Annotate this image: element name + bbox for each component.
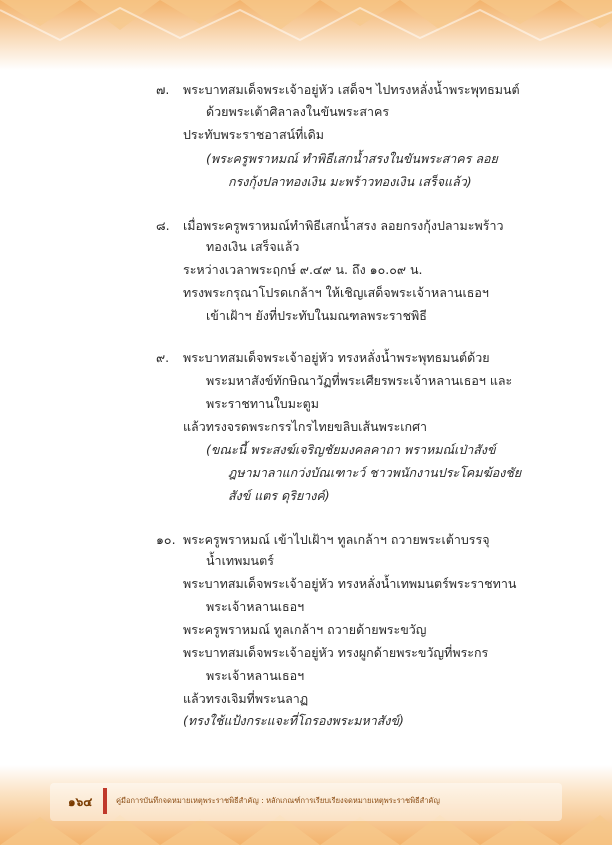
text-line: พระเจ้าหลานเธอฯ [206,599,305,614]
text-line: พระบาทสมเด็จพระเจ้าอยู่หัว ทรงผูกด้ายพระขวัญที่พระกร [183,645,489,660]
text-line: แล้วทรงจรดพระกรรไกรไทยขลิบเส้นพระเกศา [183,419,428,434]
text-line: พระราชทานใบมะตูม [206,396,320,411]
text-line: (พระครูพราหมณ์ ทำพิธีเสกน้ำสรงในขันพระสาคร ลอย [206,151,498,166]
text-line: พระมหาสังข์ทักษิณาวัฏที่พระเศียรพระเจ้าหลานเธอฯ และ [206,373,513,388]
text-line: เข้าเฝ้าฯ ยังที่ประทับในมณฑลพระราชพิธี [206,308,427,323]
text-line: ระหว่างเวลาพระฤกษ์ ๙.๔๙ น. ถึง ๑๐.๐๙ น. [183,262,423,277]
text-line: กรงกุ้งปลาทองเงิน มะพร้าวทองเงิน เสร็จแล้ว) [228,174,472,189]
footer-divider [103,788,107,814]
section-number: ๗. [156,82,170,97]
section-number: ๙. [156,350,170,365]
page-number: ๑๖๔ [68,795,93,809]
text-line: แล้วทรงเจิมที่พระนลาฏ [183,691,309,706]
text-line: ประทับพระราชอาสน์ที่เดิม [183,127,324,142]
text-line: พระเจ้าหลานเธอฯ [206,668,305,683]
text-line: (ทรงใช้แป้งกระแจะที่โถรองพระมหาสังข์) [183,713,404,728]
text-line: พระบาทสมเด็จพระเจ้าอยู่หัว เสด็จฯ ไปทรงหลั่งน้ำพระพุทธมนต์ [183,82,520,97]
text-line: (ขณะนี้ พระสงฆ์เจริญชัยมงคลคาถา พราหมณ์เป่าสังข์ [206,442,496,457]
text-line: พระบาทสมเด็จพระเจ้าอยู่หัว ทรงหลั่งน้ำเทพมนตร์พระราชทาน [183,576,517,591]
text-line: ฎษามาลาแกว่งบัณเฑาะว์ ชาวพนักงานประโคมฆ้องชัย [228,465,522,480]
text-line: เมื่อพระครูพราหมณ์ทำพิธีเสกน้ำสรง ลอยกรงกุ้งปลามะพร้าว [183,218,504,233]
text-line: พระครูพราหมณ์ ทูลเกล้าฯ ถวายด้ายพระขวัญ [183,622,427,637]
text-line: ทรงพระกรุณาโปรดเกล้าฯ ให้เชิญเสด็จพระเจ้าหลานเธอฯ [183,285,489,300]
text-line: สังข์ แตร ดุริยางค์) [228,488,330,503]
text-line: น้ำเทพมนตร์ [206,553,274,568]
footer-title: คู่มือการบันทึกจดหมายเหตุพระราชพิธีสำคัญ : หลักเกณฑ์การเรียบเรียงจดหมายเหตุพระราชพิธีสำคัญ [116,796,440,805]
section-number: ๘. [156,218,170,233]
text-line: ทองเงิน เสร็จแล้ว [206,239,300,254]
text-line: ด้วยพระเต้าศิลาลงในขันพระสาคร [206,104,390,119]
top-decorative-band [0,0,612,70]
text-line: พระครูพราหมณ์ เข้าไปเฝ้าฯ ทูลเกล้าฯ ถวายพระเต้าบรรจุ [183,532,490,547]
text-line: พระบาทสมเด็จพระเจ้าอยู่หัว ทรงหลั่งน้ำพระพุทธมนต์ด้วย [183,350,490,365]
section-number: ๑๐. [156,532,176,547]
